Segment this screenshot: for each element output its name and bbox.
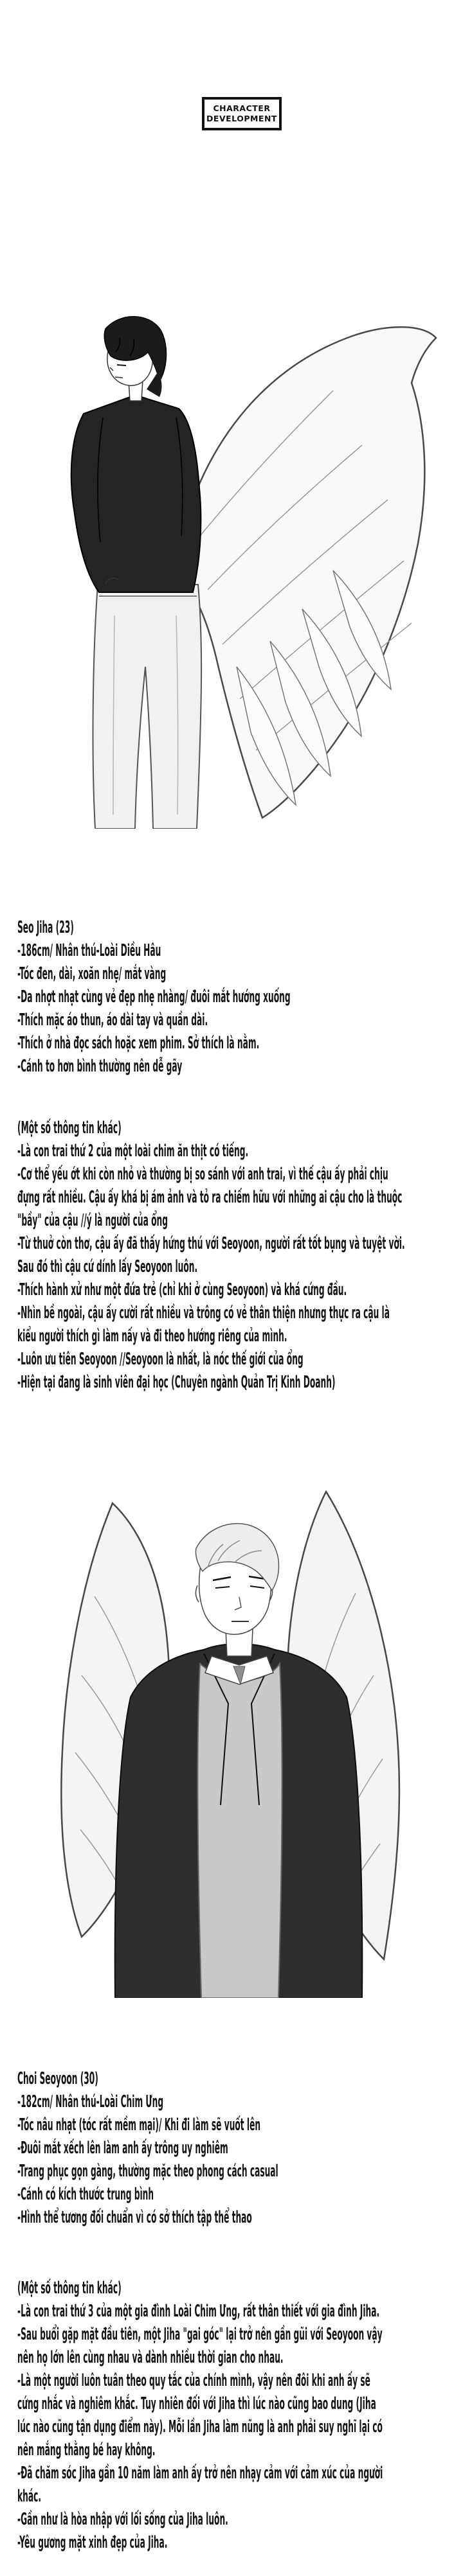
text-line: "bầy" của cậu //ý là người của ổng	[17, 1211, 168, 1230]
text-line: nên họ lớn lên cùng nhau và dành nhiều thời gian cho nhau.	[17, 2348, 284, 2367]
seoyoon-name: Choi Seoyoon (30)	[17, 2069, 98, 2088]
seoyoon-trait-list	[17, 2090, 463, 2229]
text-line: -Hiện tại đang là sinh viên đại học (Chuyên ngành Quản Trị Kinh Doanh)	[17, 1373, 336, 1392]
jiha-name: Seo Jiha (23)	[17, 918, 74, 937]
text-line: -Tóc đen, dài, xoăn nhẹ/ mắt vàng	[17, 964, 167, 984]
seoyoon-illustration	[35, 1471, 428, 1998]
text-line: -Là con trai thứ 2 của một loài chim ăn thịt có tiếng.	[17, 1142, 249, 1161]
jiha-figure	[71, 317, 201, 829]
text-line: -Trang phục gọn gàng, thường mặc theo phong cách casual	[17, 2162, 278, 2181]
text-line: -Từ thuở còn thơ, cậu ấy đã thấy hứng thú với Seoyoon, người rất tốt bụng và tuyệt vời.	[17, 1234, 405, 1253]
text-line: kiểu người thích gì làm nấy và đi theo hướng riêng của mình.	[17, 1327, 287, 1346]
text-line: nên mắng thằng bé hay không.	[17, 2440, 156, 2460]
text-line: khác.	[17, 2487, 41, 2506]
text-line: -Thích mặc áo thun, áo dài tay và quần dài.	[17, 1010, 208, 1030]
text-line: -Cánh có kích thước trung bình	[17, 2185, 154, 2204]
text-line: -Cơ thể yếu ớt khi còn nhỏ và thường bị so sánh với anh trai, vì thế cậu ấy phải chịu	[17, 1165, 388, 1184]
jiha-profile-block	[17, 916, 463, 1078]
jiha-other-info-block	[17, 1116, 463, 1394]
text-line: -Là con trai thứ 3 của một gia đình Loài Chim Ưng, rất thân thiết với gia đình Jiha.	[17, 2302, 380, 2321]
seoyoon-other-info-title: (Một số thông tin khác)	[17, 2279, 122, 2298]
jiha-other-info-list	[17, 1140, 463, 1394]
text-line: -Tóc nâu nhạt (tóc rất mềm mại)/ Khi đi làm sẽ vuốt lên	[17, 2115, 261, 2135]
title-line-2: DEVELOPMENT	[206, 114, 277, 123]
jiha-illustration	[44, 307, 445, 829]
text-line: -Gần như là hòa nhập với lối sống của Jiha luôn.	[17, 2510, 228, 2529]
jiha-wing-icon	[176, 327, 436, 818]
text-line: -Đã chăm sóc Jiha gần 10 năm làm anh ấy trở nên nhạy cảm với cảm xúc của người	[17, 2464, 383, 2483]
jiha-other-info-title: (Một số thông tin khác)	[17, 1118, 122, 1138]
text-line: -Là một người luôn tuân theo quy tắc của chính mình, vậy nên đôi khi anh ấy sẽ	[17, 2371, 370, 2390]
text-line: -Thích hành xử như một đứa trẻ (chỉ khi ở cùng Seoyoon) và khá cứng đầu.	[17, 1280, 347, 1300]
seoyoon-other-info-list	[17, 2300, 463, 2554]
text-line: đựng rất nhiều. Cậu ấy khá bị ám ảnh và tỏ ra chiếm hữu với những ai cậu cho là thuộc	[17, 1188, 403, 1207]
text-line: -Cánh to hơn bình thường nên dễ gãy	[17, 1057, 183, 1076]
text-line: -186cm/ Nhân thú-Loài Diều Hâu	[17, 941, 161, 960]
title-line-1: CHARACTER	[213, 103, 271, 113]
text-line: -Luôn ưu tiên Seoyoon //Seoyoon là nhất, là nóc thế giới của ổng	[17, 1350, 304, 1369]
seoyoon-other-info-block	[17, 2277, 463, 2554]
text-line: -Sau buổi gặp mặt đầu tiên, một Jiha "gai góc" lại trở nên gần gũi với Seoyoon vậy	[17, 2325, 383, 2344]
text-line: -Hình thể tương đối chuẩn vì có sở thích tập thể thao	[17, 2208, 252, 2227]
text-line: -182cm/ Nhân thú-Loài Chim Ưng	[17, 2092, 164, 2112]
text-line: -Nhìn bề ngoài, cậu ấy cười rất nhiều và trông có vẻ thân thiện nhưng thực ra cậu là	[17, 1303, 390, 1323]
text-line: -Đuôi mắt xếch lên làm anh ấy trông uy nghiêm	[17, 2139, 228, 2158]
text-line: -Thích ở nhà đọc sách hoặc xem phim. Sở thích là nằm.	[17, 1034, 260, 1053]
seoyoon-profile-block	[17, 2067, 463, 2229]
text-line: cứng nhắc và nghiêm khắc. Tuy nhiên đối với Jiha thì lúc nào cũng bao dung (Jiha	[17, 2394, 376, 2413]
text-line: Sau đó thì cậu cứ dính lấy Seoyoon luôn.	[17, 1257, 198, 1276]
text-line: lúc nào cũng tận dụng điểm này). Mỗi lần Jiha làm nũng là anh phải suy nghĩ lại có	[17, 2417, 383, 2437]
character-development-title-box	[202, 97, 282, 130]
text-line: -Da nhợt nhạt cùng vẻ đẹp nhẹ nhàng/ đuôi mắt hướng xuống	[17, 987, 291, 1007]
jiha-trait-list	[17, 939, 463, 1078]
text-line: -Yêu gương mặt xinh đẹp của Jiha.	[17, 2533, 168, 2552]
